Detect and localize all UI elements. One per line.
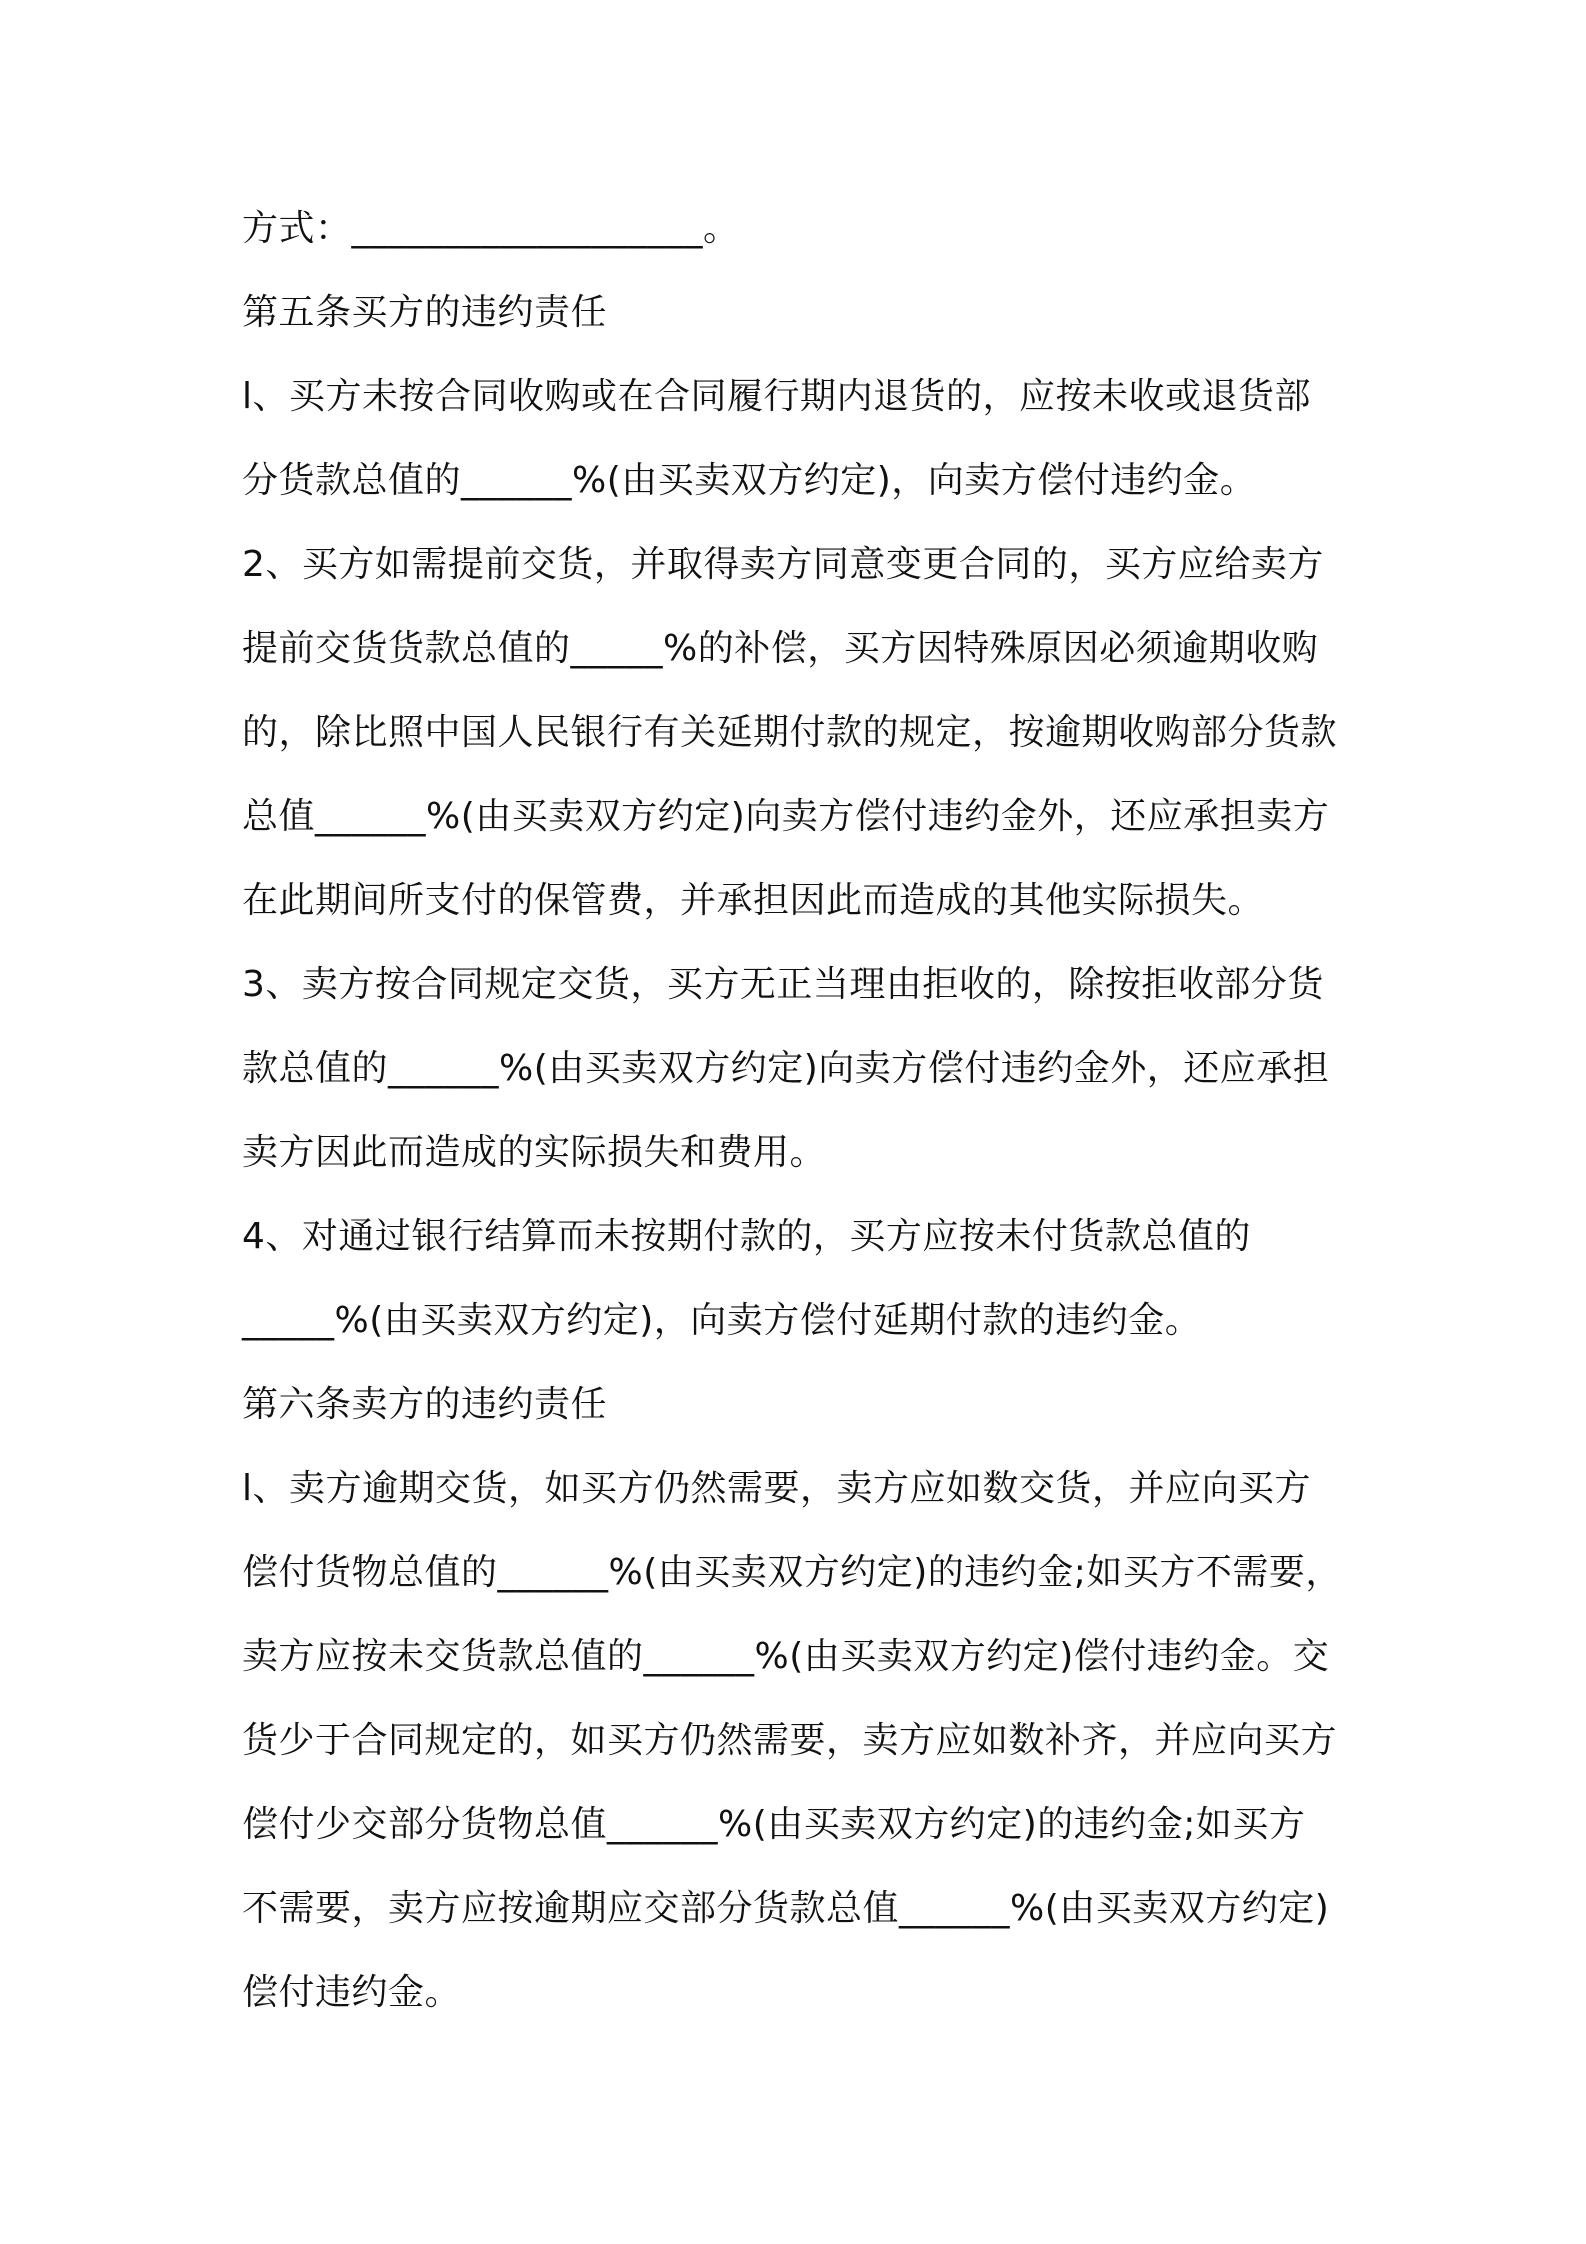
- text-line: 的，除比照中国人民银行有关延期付款的规定，按逾期收购部分货款: [242, 712, 1338, 753]
- text-line: _____%(由买卖双方约定)，向卖方偿付延期付款的违约金。: [242, 1300, 1202, 1341]
- text-line: 分货款总值的______%(由买卖双方约定)，向卖方偿付违约金。: [242, 460, 1257, 501]
- text-line: 偿付少交部分货物总值______%(由买卖双方约定)的违约金;如买方: [242, 1804, 1306, 1845]
- text-line: 货少于合同规定的，如买方仍然需要，卖方应如数补齐，并应向买方: [242, 1720, 1338, 1761]
- text-line: l、买方未按合同收购或在合同履行期内退货的，应按未收或退货部: [242, 376, 1312, 417]
- text-line: 卖方应按未交货款总值的______%(由买卖双方约定)偿付违约金。交: [242, 1636, 1330, 1677]
- text-line: 总值______%(由买卖双方约定)向卖方偿付违约金外，还应承担卖方: [242, 796, 1330, 837]
- text-line: 卖方因此而造成的实际损失和费用。: [242, 1132, 827, 1173]
- text-line: 3、卖方按合同规定交货，买方无正当理由拒收的，除按拒收部分货: [242, 964, 1324, 1005]
- text-line: 在此期间所支付的保管费，并承担因此而造成的其他实际损失。: [242, 880, 1265, 921]
- text-line-payment-method: 方式：___________________。: [242, 208, 740, 249]
- text-line: 4、对通过银行结算而未按期付款的，买方应按未付货款总值的: [242, 1216, 1251, 1257]
- text-line: 提前交货货款总值的_____%的补偿，买方因特殊原因必须逾期收购: [242, 628, 1319, 669]
- text-line: 偿付违约金。: [242, 1972, 462, 2013]
- heading-article-5: 第五条买方的违约责任: [242, 292, 608, 333]
- text-line: 2、买方如需提前交货，并取得卖方同意变更合同的，买方应给卖方: [242, 544, 1324, 585]
- text-line: l、卖方逾期交货，如买方仍然需要，卖方应如数交货，并应向买方: [242, 1468, 1312, 1509]
- heading-article-6: 第六条卖方的违约责任: [242, 1384, 608, 1425]
- text-line: 款总值的______%(由买卖双方约定)向卖方偿付违约金外，还应承担: [242, 1048, 1330, 1089]
- text-line: 偿付货物总值的______%(由买卖双方约定)的违约金;如买方不需要，: [242, 1552, 1342, 1593]
- text-line: 不需要，卖方应按逾期应交部分货款总值______%(由买卖双方约定): [242, 1888, 1330, 1929]
